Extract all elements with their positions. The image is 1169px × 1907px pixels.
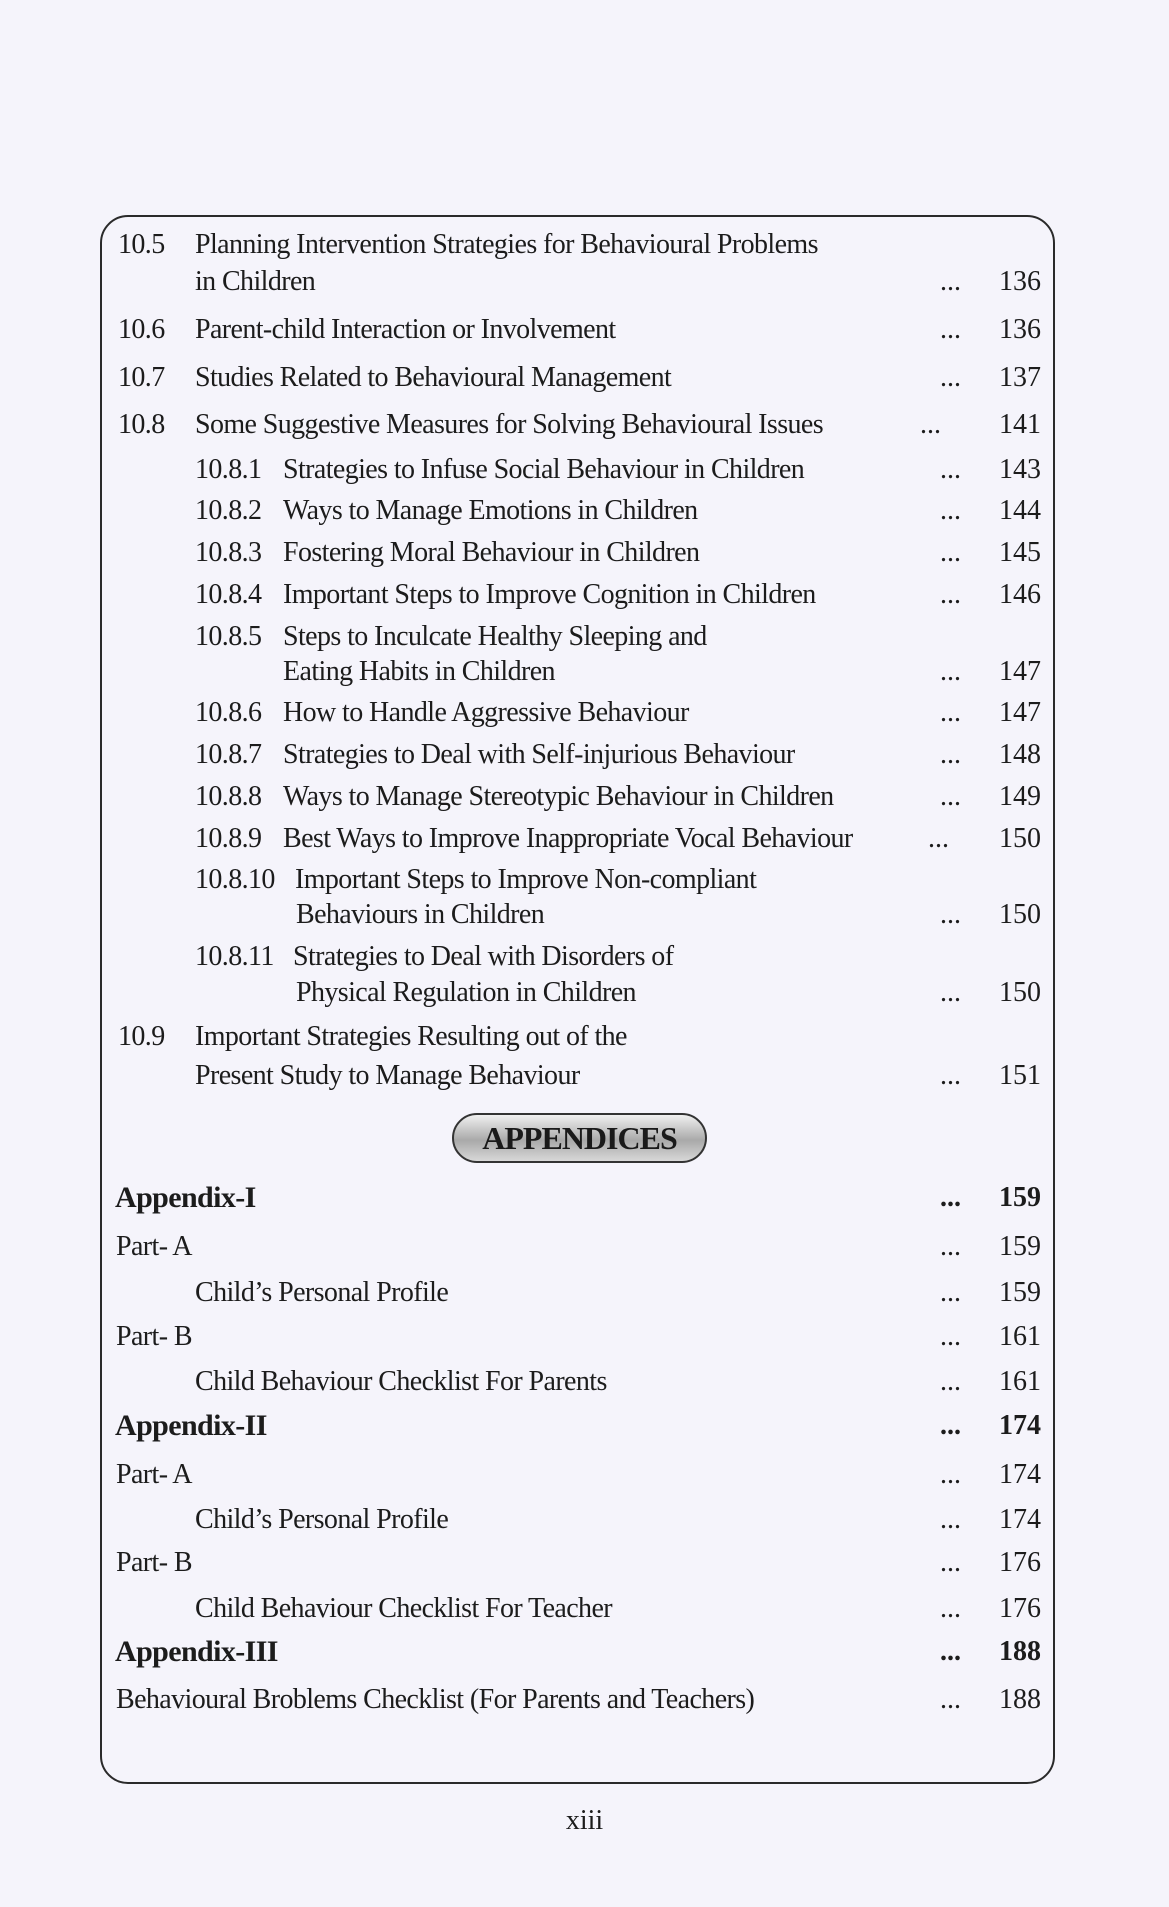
part-label: Part- A xyxy=(116,1459,192,1490)
item-label: Child Behaviour Checklist For Teacher xyxy=(195,1593,613,1624)
toc-subentry[interactable] xyxy=(0,617,1169,657)
toc-subentry[interactable] xyxy=(0,491,1169,531)
toc-subentry[interactable] xyxy=(0,693,1169,733)
item-label: Child’s Personal Profile xyxy=(195,1277,449,1308)
toc-entry[interactable] xyxy=(0,225,1169,265)
entry-title: Present Study to Manage Behaviour xyxy=(195,1060,580,1091)
appendix-item[interactable] xyxy=(0,1589,1169,1629)
page-number: 159 xyxy=(999,1277,1041,1308)
toc-entry[interactable] xyxy=(0,358,1169,398)
page-number: 148 xyxy=(999,739,1041,770)
toc-subentry[interactable] xyxy=(0,937,1169,977)
appendix-entry[interactable] xyxy=(0,1178,1169,1218)
entry-number: 10.8.11 xyxy=(195,941,274,972)
leader-dots: ... xyxy=(940,1459,961,1490)
leader-dots: ... xyxy=(940,495,961,526)
page-number: 174 xyxy=(999,1504,1041,1535)
leader-dots: ... xyxy=(940,697,961,728)
leader-dots: ... xyxy=(940,739,961,770)
toc-subentry-continuation[interactable] xyxy=(0,895,1169,935)
page-number: 159 xyxy=(999,1231,1041,1262)
leader-dots: ... xyxy=(940,1636,961,1667)
part-label: Part- B xyxy=(116,1547,192,1578)
page-number: 151 xyxy=(999,1060,1041,1091)
leader-dots: ... xyxy=(940,1182,961,1213)
page-folio: xiii xyxy=(565,1805,604,1836)
entry-title: Parent-child Interaction or Involvement xyxy=(195,314,616,345)
toc-entry[interactable] xyxy=(0,310,1169,350)
entry-title: Behaviours in Children xyxy=(296,899,545,930)
part-label: Part- A xyxy=(116,1231,192,1262)
entry-title: Studies Related to Behavioural Management xyxy=(195,362,672,393)
page-number: 150 xyxy=(999,899,1041,930)
leader-dots: ... xyxy=(940,1410,961,1441)
appendix-item[interactable] xyxy=(0,1362,1169,1402)
entry-title: Important Steps to Improve Non-compliant xyxy=(295,864,757,895)
appendices-heading: APPENDICES xyxy=(452,1113,707,1163)
appendix-part[interactable] xyxy=(0,1543,1169,1583)
page-number: 176 xyxy=(999,1593,1041,1624)
page-number: 136 xyxy=(999,314,1041,345)
page-number: 188 xyxy=(999,1636,1041,1667)
entry-number: 10.8.3 xyxy=(195,537,262,568)
page-number: 141 xyxy=(999,409,1041,440)
toc-subentry[interactable] xyxy=(0,860,1169,900)
toc-subentry[interactable] xyxy=(0,575,1169,615)
toc-entry-continuation[interactable] xyxy=(0,262,1169,302)
appendix-item[interactable] xyxy=(0,1680,1169,1720)
entry-number: 10.8.7 xyxy=(195,739,262,770)
entry-number: 10.8.4 xyxy=(195,579,262,610)
entry-number: 10.7 xyxy=(118,362,165,393)
leader-dots: ... xyxy=(928,823,949,854)
toc-entry[interactable] xyxy=(0,405,1169,445)
toc-subentry[interactable] xyxy=(0,819,1169,859)
entry-title: Fostering Moral Behaviour in Children xyxy=(283,537,700,568)
entry-title: Strategies to Deal with Self-injurious Behaviour xyxy=(283,739,795,770)
entry-number: 10.8.9 xyxy=(195,823,262,854)
toc-subentry[interactable] xyxy=(0,450,1169,490)
page-number: 176 xyxy=(999,1547,1041,1578)
appendix-title: Appendix-III xyxy=(115,1635,278,1668)
leader-dots: ... xyxy=(940,314,961,345)
item-label: Child Behaviour Checklist For Parents xyxy=(195,1366,607,1397)
leader-dots: ... xyxy=(940,977,961,1008)
page-number: 150 xyxy=(999,977,1041,1008)
entry-number: 10.8.8 xyxy=(195,781,262,812)
leader-dots: ... xyxy=(940,1504,961,1535)
appendix-entry[interactable] xyxy=(0,1406,1169,1446)
entry-title: Planning Intervention Strategies for Behavioural Problems xyxy=(195,229,818,260)
toc-subentry[interactable] xyxy=(0,777,1169,817)
entry-title: Some Suggestive Measures for Solving Behavioural Issues xyxy=(195,409,824,440)
entry-title: Ways to Manage Stereotypic Behaviour in Children xyxy=(283,781,834,812)
leader-dots: ... xyxy=(940,1593,961,1624)
appendix-part[interactable] xyxy=(0,1227,1169,1267)
page-number: 159 xyxy=(999,1182,1041,1213)
page-number: 145 xyxy=(999,537,1041,568)
entry-title: Ways to Manage Emotions in Children xyxy=(283,495,698,526)
entry-number: 10.8.2 xyxy=(195,495,262,526)
leader-dots: ... xyxy=(940,1231,961,1262)
appendix-part[interactable] xyxy=(0,1317,1169,1357)
page-number: 150 xyxy=(999,823,1041,854)
entry-number: 10.8.6 xyxy=(195,697,262,728)
entry-title: Physical Regulation in Children xyxy=(296,977,636,1008)
toc-subentry-continuation[interactable] xyxy=(0,973,1169,1013)
leader-dots: ... xyxy=(940,537,961,568)
entry-title: How to Handle Aggressive Behaviour xyxy=(283,697,689,728)
page-number: 146 xyxy=(999,579,1041,610)
entry-number: 10.8.10 xyxy=(195,864,275,895)
leader-dots: ... xyxy=(940,266,961,297)
leader-dots: ... xyxy=(940,1060,961,1091)
appendix-item[interactable] xyxy=(0,1500,1169,1540)
page-number: 144 xyxy=(999,495,1041,526)
appendix-title: Appendix-II xyxy=(115,1409,267,1442)
entry-title: Strategies to Infuse Social Behaviour in Children xyxy=(283,454,805,485)
leader-dots: ... xyxy=(940,656,961,687)
toc-entry[interactable] xyxy=(0,1017,1169,1057)
toc-subentry-continuation[interactable] xyxy=(0,652,1169,692)
part-label: Part- B xyxy=(116,1321,192,1352)
leader-dots: ... xyxy=(940,362,961,393)
page-number: 188 xyxy=(999,1684,1041,1715)
appendix-entry[interactable] xyxy=(0,1632,1169,1672)
entry-title: Steps to Inculcate Healthy Sleeping and xyxy=(283,621,707,652)
page-number: 137 xyxy=(999,362,1041,393)
page-number: 143 xyxy=(999,454,1041,485)
page-number: 147 xyxy=(999,697,1041,728)
leader-dots: ... xyxy=(940,454,961,485)
leader-dots: ... xyxy=(940,1366,961,1397)
item-label: Child’s Personal Profile xyxy=(195,1504,449,1535)
entry-number: 10.8.5 xyxy=(195,621,262,652)
page-number: 174 xyxy=(999,1459,1041,1490)
leader-dots: ... xyxy=(940,579,961,610)
page-number: 174 xyxy=(999,1410,1041,1441)
leader-dots: ... xyxy=(940,781,961,812)
page-number: 149 xyxy=(999,781,1041,812)
toc-subentry[interactable] xyxy=(0,533,1169,573)
toc-entry-continuation[interactable] xyxy=(0,1056,1169,1096)
appendix-part[interactable] xyxy=(0,1455,1169,1495)
entry-title: Eating Habits in Children xyxy=(283,656,555,687)
leader-dots: ... xyxy=(940,1277,961,1308)
toc-subentry[interactable] xyxy=(0,735,1169,775)
entry-title: Important Steps to Improve Cognition in Children xyxy=(283,579,816,610)
page-number: 161 xyxy=(999,1366,1041,1397)
item-label: Behavioural Broblems Checklist (For Parents and Teachers) xyxy=(116,1684,755,1715)
page-number: 136 xyxy=(999,266,1041,297)
leader-dots: ... xyxy=(940,1547,961,1578)
leader-dots: ... xyxy=(940,899,961,930)
leader-dots: ... xyxy=(920,409,941,440)
appendix-item[interactable] xyxy=(0,1273,1169,1313)
leader-dots: ... xyxy=(940,1684,961,1715)
page-number: 161 xyxy=(999,1321,1041,1352)
entry-title: Important Strategies Resulting out of the xyxy=(195,1021,627,1052)
entry-number: 10.5 xyxy=(118,229,165,260)
entry-number: 10.9 xyxy=(118,1021,165,1052)
entry-number: 10.6 xyxy=(118,314,165,345)
entry-title: in Children xyxy=(195,266,316,297)
appendix-title: Appendix-I xyxy=(115,1181,256,1214)
page-number: 147 xyxy=(999,656,1041,687)
entry-number: 10.8 xyxy=(118,409,165,440)
entry-title: Best Ways to Improve Inappropriate Vocal Behaviour xyxy=(283,823,853,854)
leader-dots: ... xyxy=(940,1321,961,1352)
entry-number: 10.8.1 xyxy=(195,454,262,485)
entry-title: Strategies to Deal with Disorders of xyxy=(293,941,674,972)
